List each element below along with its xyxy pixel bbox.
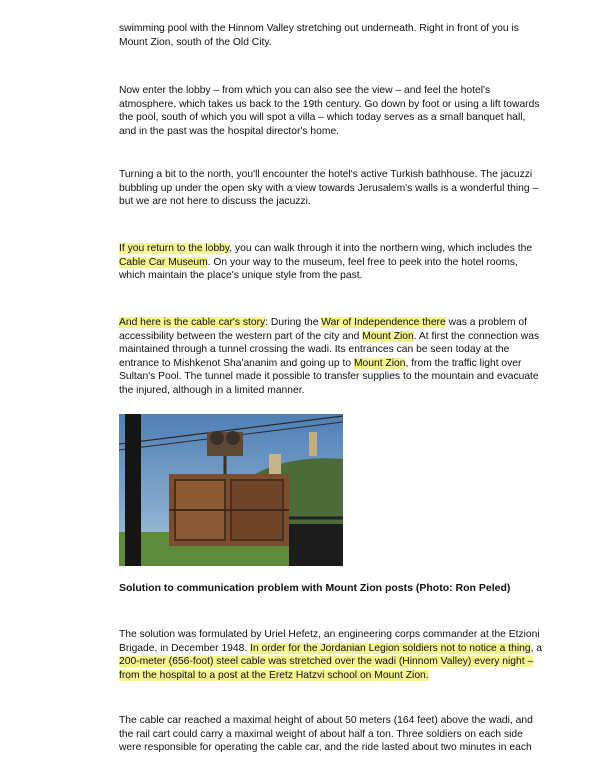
text-line: the pool, south of which you will spot a villa – which today serves as a small banquet hall,: [119, 112, 526, 124]
highlighted-text: Mount Zion: [353, 357, 406, 369]
photo-caption: Solution to communication problem with Mount Zion posts (Photo: Ron Peled): [119, 582, 511, 594]
paragraph-bathhouse: [119, 168, 565, 209]
text-run: . At first the connection was: [413, 330, 540, 342]
text-line: atmosphere, which takes us back to the 19th century. Go down by foot or using a lift towards: [119, 98, 540, 110]
paragraph-cable-car-story: [119, 316, 565, 398]
text-line: and in the past was the hospital director's home.: [119, 125, 340, 137]
text-line: Mount Zion, south of the Old City.: [119, 36, 272, 48]
text-line: Turning a bit to the north, you'll encounter the hotel's active Turkish bathhouse. The jacuzzi: [119, 169, 533, 180]
text-run: : During the: [265, 317, 322, 328]
text-line: which maintain the place's unique style from the past.: [119, 270, 363, 282]
text-run: . On your way to the museum, feel free to peek into the hotel rooms,: [207, 256, 518, 268]
highlighted-text: from the hospital to a post at the Eretz Hatzvi school on Mount Zion.: [119, 669, 429, 681]
text-run: accessibility between the western part of the city and: [119, 330, 363, 342]
paragraph-pool-view: [119, 22, 565, 49]
text-line: swimming pool with the Hinnom Valley stretching out underneath. Right in front of you is: [119, 23, 519, 34]
paragraph-museum: [119, 242, 565, 283]
text-run: entrance to Mishkenot Sha'ananim and going up to: [119, 357, 354, 369]
text-run: , from the traffic light over: [405, 357, 522, 369]
text-line: but we are not here to discuss the jacuzzi.: [119, 196, 311, 208]
text-run: , a: [530, 642, 543, 654]
highlighted-text: If you return to the lobby: [119, 243, 230, 254]
highlighted-text: In order for the Jordanian Legion soldiers not to notice a thing: [250, 642, 531, 654]
text-line: Sultan's Pool. The tunnel made it possible to transfer supplies to the mountain and evacuate: [119, 371, 539, 383]
text-run: Brigade, in December 1948.: [119, 642, 251, 654]
text-line: Now enter the lobby – from which you can also see the view – and feel the hotel's: [119, 85, 491, 96]
text-run: was a problem of: [445, 317, 527, 328]
text-line: The cable car reached a maximal height of about 50 meters (164 feet) above the wadi, and: [119, 715, 533, 726]
text-run: , you can walk through it into the northern wing, which includes the: [229, 243, 533, 254]
text-line: maintained through a tunnel crossing the wadi. Its entrances can be seen today at the: [119, 344, 510, 356]
text-line: were responsible for operating the cable car, and the ride lasted about two minutes in each: [119, 742, 532, 754]
paragraph-solution: [119, 628, 565, 682]
paragraph-cable-car-specs: [119, 714, 565, 755]
highlighted-text: War of Independence there: [321, 317, 446, 328]
text-line: bubbling up under the open sky with a view towards Jerusalem's walls is a wonderful thing –: [119, 182, 539, 194]
text-line: The solution was formulated by Uriel Hefetz, an engineering corps commander at the Etzioni: [119, 629, 540, 640]
highlighted-text: 200-meter (656-foot) steel cable was stretched over the wadi (Hinnom Valley) every night –: [119, 656, 534, 668]
text-line: the injured, although in a limited manner.: [119, 384, 305, 396]
highlighted-text: Mount Zion: [362, 330, 414, 342]
paragraph-lobby: [119, 84, 565, 138]
cable-car-photo: [119, 414, 343, 566]
highlighted-text: And here is the cable car's story: [119, 317, 266, 328]
text-line: the rail cart could carry a maximal weight of about half a ton. Three soldiers on each side: [119, 728, 523, 740]
highlighted-text: Cable Car Museum: [119, 256, 208, 268]
